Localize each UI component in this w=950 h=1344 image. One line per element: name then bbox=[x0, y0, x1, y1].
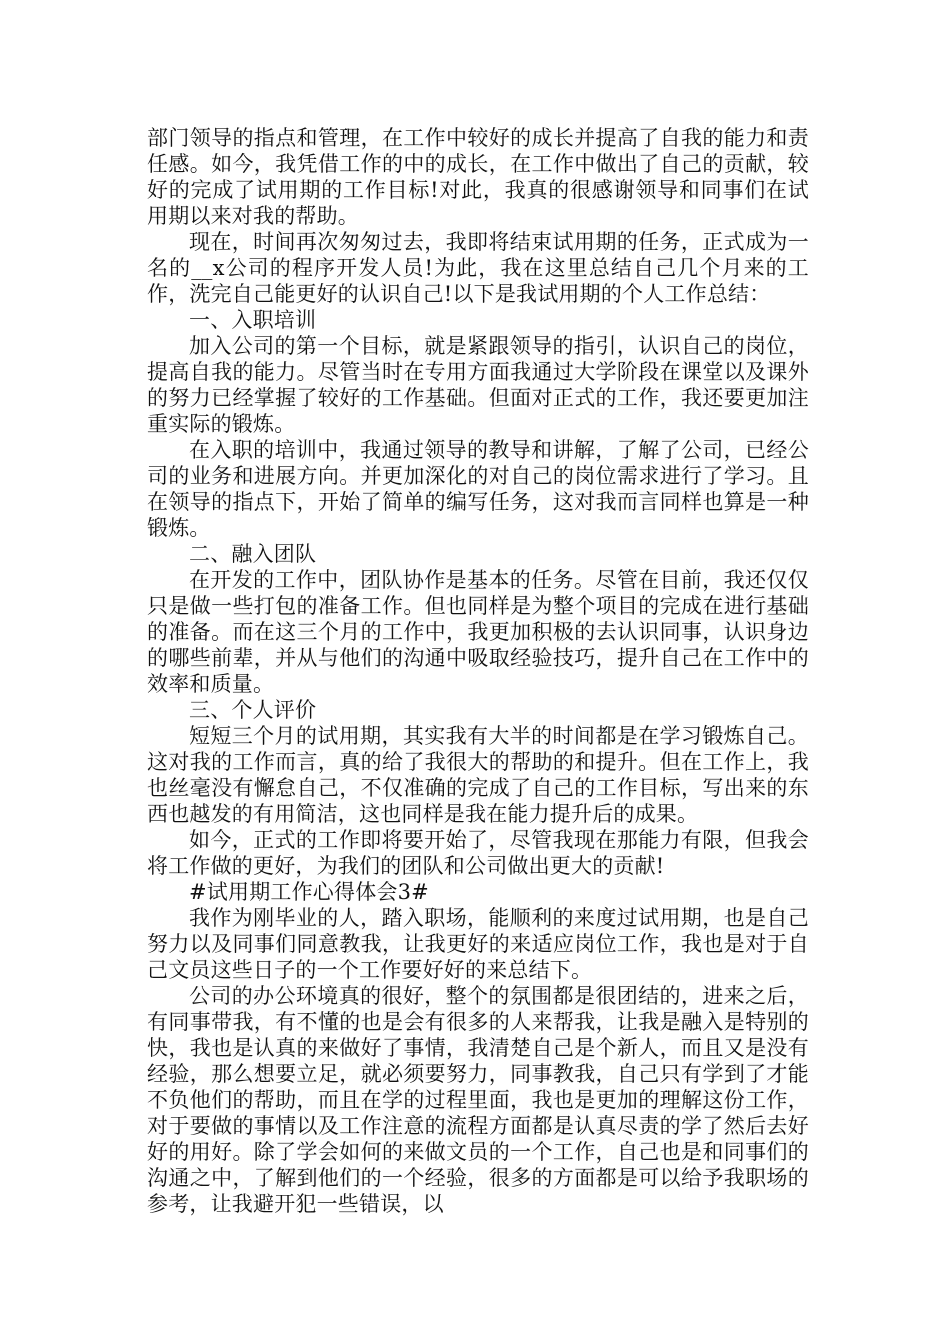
paragraph-2: 现在，时间再次匆匆过去，我即将结束试用期的任务，正式成为一名的__x公司的程序开发人员!为此，我在这里总结自己几个月来的工作，洗完自己能更好的认识自己!以下是我试用期的个人工作总结： bbox=[147, 230, 809, 306]
paragraph-7: 如今，正式的工作即将要开始了，尽管我现在那能力有限，但我会将工作做的更好，为我们的团队和公司做出更大的贡献! bbox=[147, 828, 809, 878]
section-heading-team: 二、融入团队 bbox=[189, 542, 317, 566]
paragraph-5: 在开发的工作中，团队协作是基本的任务。尽管在目前，我还仅仅只是做一些打包的准备工作。但也同样是为整个项目的完成在进行基础的准备。而在这三个月的工作中，我更加积极的去认识同事，认识身边的哪些前辈，并从与他们的沟通中吸取经验技巧，提升自己在工作中的效率和质量。 bbox=[147, 568, 809, 696]
document-body bbox=[147, 125, 809, 1217]
section-heading-onboarding: 一、入职培训 bbox=[189, 308, 317, 332]
paragraph-8: 我作为刚毕业的人，踏入职场，能顺利的来度过试用期，也是自己努力以及同事们同意教我，让我更好的来适应岗位工作，我也是对于自己文员这些日子的一个工作要好好的来总结下。 bbox=[147, 906, 809, 982]
section-heading-evaluation: 三、个人评价 bbox=[189, 698, 317, 722]
paragraph-9: 公司的办公环境真的很好，整个的氛围都是很团结的，进来之后，有同事带我，有不懂的也是会有很多的人来帮我，让我是融入是特别的快，我也是认真的来做好了事情，我清楚自己是个新人，而且又是没有经验，那么想要立足，就必须要努力，同事教我，自己只有学到了才能不负他们的帮助，而且在学的过程里面，我也是更加的理解这份工作，对于要做的事情以及工作注意的流程方面都是认真尽责的学了然后去好好的用好。除了学会如何的来做文员的一个工作，自己也是和同事们的沟通之中，了解到他们的一个经验，很多的方面都是可以给予我职场的参考，让我避开犯一些错误，以 bbox=[147, 984, 809, 1216]
paragraph-6: 短短三个月的试用期，其实我有大半的时间都是在学习锻炼自己。这对我的工作而言，真的给了我很大的帮助的和提升。但在工作上，我也丝毫没有懈怠自己，不仅准确的完成了自己的工作目标，写出来的东西也越发的有用简洁，这也同样是我在能力提升后的成果。 bbox=[147, 724, 809, 826]
article-heading-3: #试用期工作心得体会3# bbox=[189, 880, 429, 904]
paragraph-3: 加入公司的第一个目标，就是紧跟领导的指引，认识自己的岗位，提高自我的能力。尽管当时在专用方面我通过大学阶段在课堂以及课外的努力已经掌握了较好的工作基础。但面对正式的工作，我还要更加注重实际的锻炼。 bbox=[147, 334, 809, 436]
paragraph-1: 部门领导的指点和管理，在工作中较好的成长并提高了自我的能力和责任感。如今，我凭借工作的中的成长，在工作中做出了自己的贡献，较好的完成了试用期的工作目标!对此，我真的很感谢领导和同事们在试用期以来对我的帮助。 bbox=[147, 126, 809, 228]
paragraph-4: 在入职的培训中，我通过领导的教导和讲解，了解了公司，已经公司的业务和进展方向。并更加深化的对自己的岗位需求进行了学习。且在领导的指点下，开始了简单的编写任务，这对我而言同样也算是一种锻炼。 bbox=[147, 438, 809, 540]
